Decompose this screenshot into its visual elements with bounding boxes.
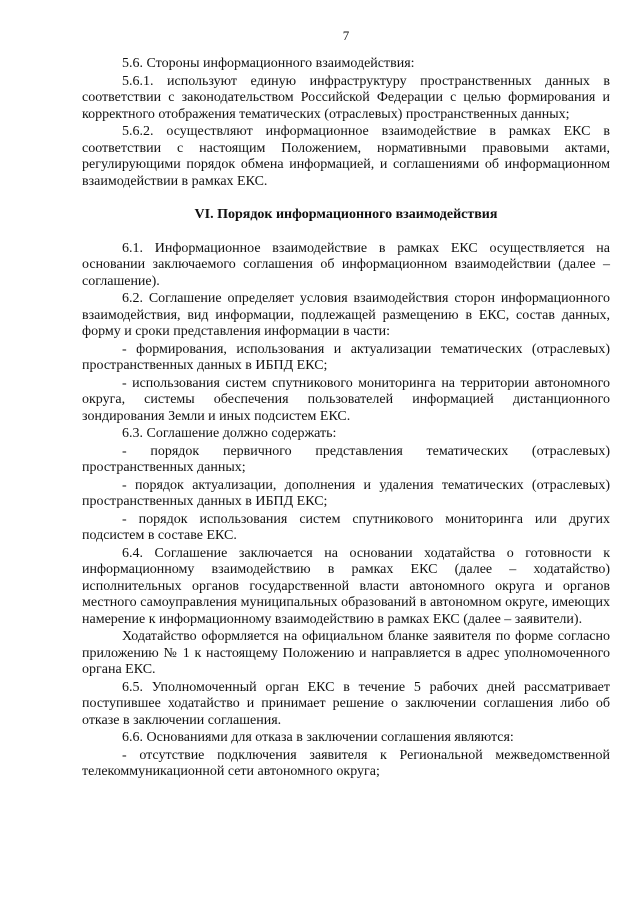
paragraph-6-2: 6.2. Соглашение определяет условия взаимодействия сторон информационного взаимодействия, вид информации, подлежащей размещению в ЕКС, состав данных, форму и сроки представления информации в части: <box>82 291 610 339</box>
list-item-formation: - формирования, использования и актуализации тематических (отраслевых) пространственных данных в ИБПД ЕКС; <box>82 341 610 373</box>
paragraph-6-5: 6.5. Уполномоченный орган ЕКС в течение 5 рабочих дней рассматривает поступившее ходатайство и принимает решение о заключении соглашения либо об отказе в заключении соглашения. <box>82 679 610 728</box>
paragraph-5-6: 5.6. Стороны информационного взаимодействия: <box>122 56 415 71</box>
paragraph-6-3: 6.3. Соглашение должно содержать: <box>122 426 337 441</box>
list-item-no-connection: - отсутствие подключения заявителя к Региональной межведомственной телекоммуникационной сети автономного округа; <box>82 747 610 779</box>
document-page <box>82 28 610 782</box>
paragraph-6-1: 6.1. Информационное взаимодействие в рамках ЕКС осуществляется на основании заключаемого соглашения об информационном взаимодействии (далее – соглашение). <box>82 240 610 289</box>
paragraph-petition-form: Ходатайство оформляется на официальном бланке заявителя по форме согласно приложению № 1 к настоящему Положению и направляется в адрес уполномоченного органа ЕКС. <box>82 629 610 677</box>
paragraph-5-6-1: 5.6.1. используют единую инфраструктуру пространственных данных в соответствии с законодательством Российской Федерации с целью формирования и корректного отображения тематических (отраслевых) пространственных данных; <box>82 73 610 122</box>
section-heading: VI. Порядок информационного взаимодействия <box>194 207 498 222</box>
paragraph-6-4: 6.4. Соглашение заключается на основании ходатайства о готовности к информационному взаимодействию в рамках ЕКС (далее – ходатайство) исполнительных органов государственной власти автономного округа и органов местного самоуправления муниципальных образований в автономном округе, имеющих намерение к информационному взаимодействию в рамках ЕКС (далее – заявители). <box>82 545 610 627</box>
list-item-satellite-systems: - использования систем спутникового мониторинга на территории автономного округа, системы обеспечения пользователей информацией дистанционного зондирования Земли и иных подсистем ЕКС. <box>82 375 610 424</box>
list-item-update-order: - порядок актуализации, дополнения и удаления тематических (отраслевых) пространственных данных в ИБПД ЕКС; <box>82 477 610 509</box>
list-item-usage-order: - порядок использования систем спутникового мониторинга или других подсистем в составе ЕКС. <box>82 511 610 543</box>
list-item-primary-submission: - порядок первичного представления тематических (отраслевых) пространственных данных; <box>82 443 610 475</box>
paragraph-5-6-2: 5.6.2. осуществляют информационное взаимодействие в рамках ЕКС в соответствии с настоящим Положением, нормативными правовыми актами, регулирующими порядок обмена информацией, и соглашениями об информационном взаимодействии в рамках ЕКС. <box>82 124 610 189</box>
page-number: 7 <box>342 28 350 43</box>
paragraph-6-6: 6.6. Основаниями для отказа в заключении соглашения являются: <box>122 730 514 745</box>
